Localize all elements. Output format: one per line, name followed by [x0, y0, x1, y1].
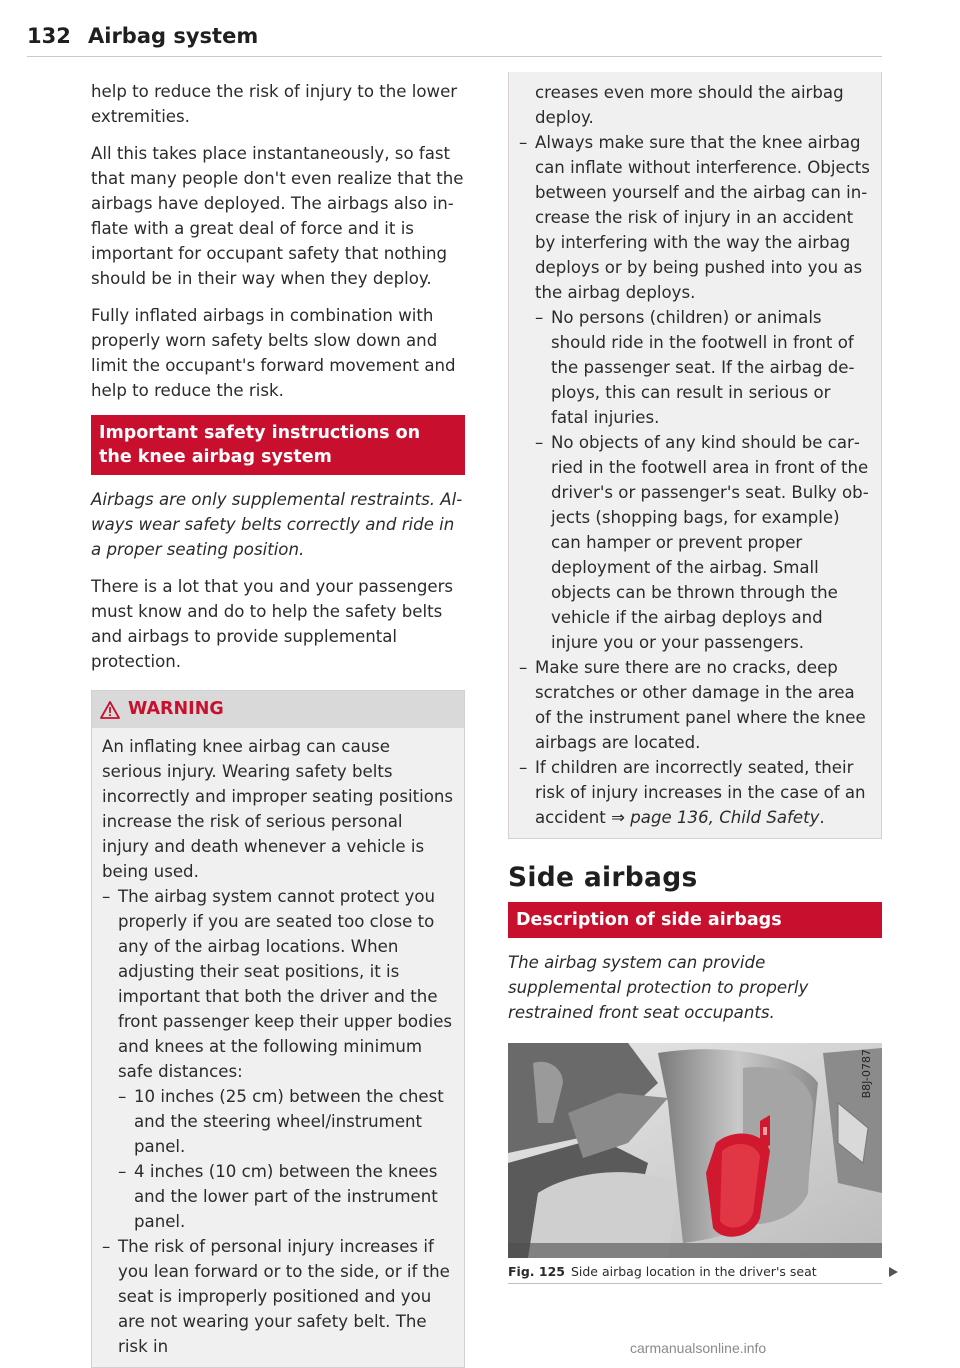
- watermark: carmanualsonline.info: [630, 1340, 767, 1356]
- warning-list: [102, 884, 454, 1359]
- sub-list-item: – 10 inches (25 cm) between the chest and the steering wheel/instrument panel.: [118, 1084, 454, 1159]
- figure-caption-text: Side airbag location in the driver's seat: [570, 1264, 817, 1279]
- warning-text: An inflating knee airbag can cause serious injury. Wearing safety belts incorrectly and improper seating positions increase the risk of serious personal injury and death whenever a vehicle is being used.: [102, 737, 454, 881]
- side-airbag-section-heading: Description of side airbags: [508, 902, 882, 938]
- list-item: [102, 884, 454, 1234]
- section-title: Airbag system: [88, 24, 259, 48]
- side-airbag-figure: [508, 1043, 882, 1258]
- paragraph: All this takes place instantaneously, so fast that many people don't even realize that the airbags have deployed. The airbags also inflate with a great deal of force and it is important for occupant safety that nothing should be in their way when they deploy.: [91, 144, 464, 288]
- warning-box-continued: [508, 72, 882, 839]
- list-item: [519, 130, 871, 655]
- paragraph: There is a lot that you and your passengers must know and do to help the safety belts and airbags to provide supplemental protection.: [91, 577, 454, 671]
- sub-list-item: – No objects of any kind should be carried in the footwell area in front of the driver's or passenger's seat. Bulky objects (shopping bags, for example) can hamper or prevent proper deployment of the airbag. Small objects can be thrown through the vehicle if the airbag deploys and injure you or your passengers.: [535, 430, 871, 655]
- section-intro: Airbags are only supplemental restraints. Always wear safety belts correctly and ride in a proper seating position.: [91, 490, 463, 559]
- warning-header: [92, 691, 464, 728]
- warning-box: [91, 690, 465, 1368]
- list-item: – Make sure there are no cracks, deep scratches or other damage in the area of the instrument panel where the knee airbags are located.: [519, 655, 871, 755]
- driver-seat-image: [508, 1043, 882, 1258]
- warning-list: [519, 130, 871, 830]
- list-item: – The risk of personal injury increases if you lean forward or to the side, or if the seat is improperly positioned and you are not wearing your safety belt. The risk in: [102, 1234, 454, 1359]
- right-column: [508, 72, 882, 1284]
- paragraph: Fully inflated airbags in combination with properly worn safety belts slow down and limit the occupant's forward movement and help to reduce the risk.: [91, 306, 456, 400]
- warning-triangle-icon: [100, 701, 120, 719]
- list-item-text: If children are incorrectly seated, their risk of injury increases in the case of an accident: [535, 758, 866, 827]
- page-number: 132: [27, 24, 71, 48]
- continue-arrow-icon: [889, 1267, 898, 1277]
- figure-label: Fig. 125: [508, 1264, 565, 1279]
- child-safety-link[interactable]: ⇒ page 136, Child Safety: [611, 808, 820, 827]
- warning-continuation: creases even more should the airbag deploy.: [535, 83, 844, 127]
- sub-list-item: – 4 inches (10 cm) between the knees and the lower part of the instrument panel.: [118, 1159, 454, 1234]
- list-item-text: Always make sure that the knee airbag can inflate without interference. Objects between yourself and the airbag can increase the risk of injury in an accident by interfering with the way the airbag deploys or by being pushed into you as the airbag deploys.: [535, 133, 870, 302]
- figure-id: B8J-0787: [860, 1049, 873, 1099]
- left-column: [91, 79, 465, 1368]
- list-item-end: .: [819, 808, 825, 827]
- section-intro: The airbag system can provide supplemental protection to properly restrained front seat occupants.: [508, 953, 809, 1022]
- figure-caption: [508, 1264, 882, 1284]
- paragraph: help to reduce the risk of injury to the lower extremities.: [91, 82, 458, 126]
- side-airbags-heading: Side airbags: [508, 862, 698, 893]
- list-item: [519, 755, 871, 830]
- warning-body: [92, 728, 464, 1367]
- warning-title: WARNING: [128, 699, 224, 719]
- list-item-text: The airbag system cannot protect you properly if you are seated too close to any of the airbag locations. When adjusting their seat positions, it is important that both the driver and the front passenger keep their upper bodies and knees at the following minimum safe distances:: [118, 887, 453, 1081]
- knee-airbag-section-heading: Important safety instructions on the knee airbag system: [91, 415, 465, 475]
- page-header: [27, 22, 882, 57]
- sub-list-item: – No persons (children) or animals should ride in the footwell in front of the passenger seat. If the airbag deploys, this can result in serious or fatal injuries.: [535, 305, 871, 430]
